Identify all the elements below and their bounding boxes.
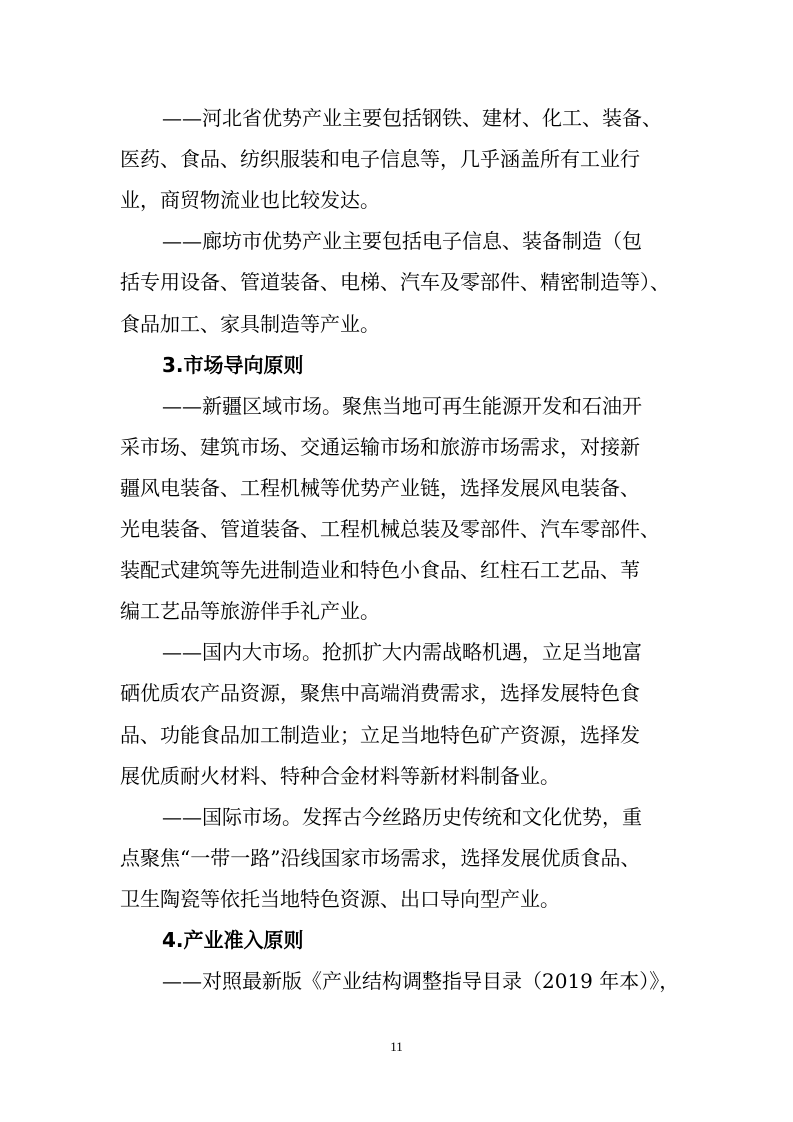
paragraph-hebei-line-3: 业，商贸物流业也比较发达。 [120,188,380,212]
paragraph-langfang-line-1: ——廊坊市优势产业主要包括电子信息、装备制造（包 [162,229,642,253]
paragraph-domestic-line-4: 展优质耐火材料、特种合金材料等新材料制备业。 [120,764,560,788]
section-heading-4: 4.产业准入原则 [162,928,304,952]
paragraph-xinjiang-line-2: 采市场、建筑市场、交通运输市场和旅游市场需求，对接新 [120,435,640,459]
paragraph-xinjiang-line-5: 装配式建筑等先进制造业和特色小食品、红柱石工艺品、苇 [120,558,640,582]
paragraph-international-line-1: ——国际市场。发挥古今丝路历史传统和文化优势，重 [162,805,642,829]
paragraph-langfang-line-3: 食品加工、家具制造等产业。 [120,312,380,336]
paragraph-xinjiang-line-1: ——新疆区域市场。聚焦当地可再生能源开发和石油开 [162,394,642,418]
paragraph-international-line-3: 卫生陶瓷等依托当地特色资源、出口导向型产业。 [120,887,560,911]
paragraph-catalog-line-1: ——对照最新版《产业结构调整指导目录（2019 年本）》， [162,969,680,993]
paragraph-domestic-line-2: 硒优质农产品资源，聚焦中高端消费需求，选择发展特色食 [120,681,640,705]
paragraph-hebei-line-2: 医药、食品、纺织服装和电子信息等，几乎涵盖所有工业行 [120,147,640,171]
paragraph-langfang-line-2: 括专用设备、管道装备、电梯、汽车及零部件、精密制造等）、 [120,270,670,294]
paragraph-xinjiang-line-4: 光电装备、管道装备、工程机械总装及零部件、汽车零部件、 [120,517,660,541]
paragraph-domestic-line-3: 品、功能食品加工制造业；立足当地特色矿产资源，选择发 [120,723,640,747]
page-number: 11 [390,1039,403,1054]
paragraph-xinjiang-line-6: 编工艺品等旅游伴手礼产业。 [120,599,380,623]
paragraph-xinjiang-line-3: 疆风电装备、工程机械等优势产业链，选择发展风电装备、 [120,476,640,500]
paragraph-domestic-line-1: ——国内大市场。抢抓扩大内需战略机遇，立足当地富 [162,640,642,664]
section-heading-3: 3.市场导向原则 [162,353,304,377]
paragraph-international-line-2: 点聚焦“一带一路”沿线国家市场需求，选择发展优质食品、 [120,846,641,870]
paragraph-hebei-line-1: ——河北省优势产业主要包括钢铁、建材、化工、装备、 [162,106,662,130]
